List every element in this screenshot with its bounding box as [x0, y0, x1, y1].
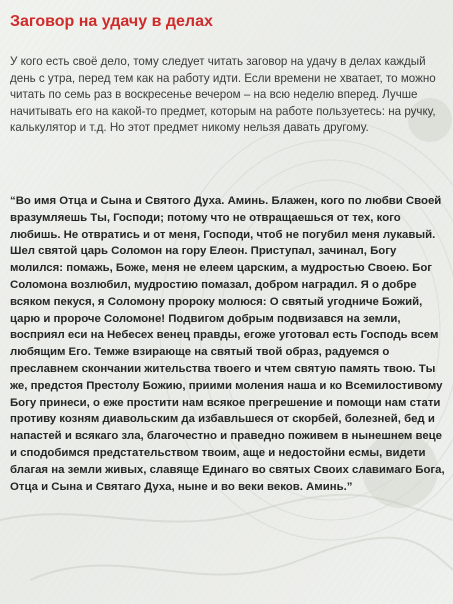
prayer-text: “Во имя Отца и Сына и Святого Духа. Аминь. Блажен, кого по любви Своей вразумляешь Ты, Господи; потому что не отвращаешься от тех, кого любишь. Не отвратись и от меня, Господи, чтоб не погубил меня лукавый. Шел святой царь Соломон на гору Елеон. Приступал, зачинал, Богу молился: помажь, Боже, меня не елеем царским, а мудростью Своею. Бог Соломона возлюбил, мудростию помазал, добром наградил. Я о добре всяком пекуся, я Соломону пророку молюся: О святый угодниче Божий, царю и пророче Соломоне! Подвигом добрым подвизався на земли, восприял еси на Небесех венец правды, егоже уготовал есть Господь всем любящим Его. Темже взирающе на святый твой образ, радуемся о преславнем скончании жительства твоего и чтем святую память твою. Ты же, предстоя Престолу Божию, приими моления наша и ко Всемилостивому Богу принеси, о еже простити нам всякое прегрешение и помощи нам стати противу козням диавольским да избавльшеся от скорбей, болезней, бед и напастей и всякаго зла, благочестно и праведно поживем в нынешнем веце и сподобимся предстательством твоим, аще и недостойни есмы, видети благая на земли живых, славяще Единаго во святых Своих славимаго Бога, Отца и Сына и Святаго Духа, ныне и во веки веков. Аминь.” [10, 195, 445, 493]
intro-text: У кого есть своё дело, тому следует читать заговор на удачу в делах каждый день с утра, перед тем как на работу идти. Если времени не хватает, то можно читать по семь раз в воскресенье вечером – на всю неделю вперед. Лучше начитывать его на какой-то предмет, которым на работе пользуетесь: на ручку, калькулятор и т.д. Но этот предмет никому нельзя давать другому. [10, 55, 436, 135]
page-title: Заговор на удачу в делах [10, 13, 213, 30]
prayer-text-block [10, 193, 446, 495]
intro-paragraph [10, 54, 446, 137]
